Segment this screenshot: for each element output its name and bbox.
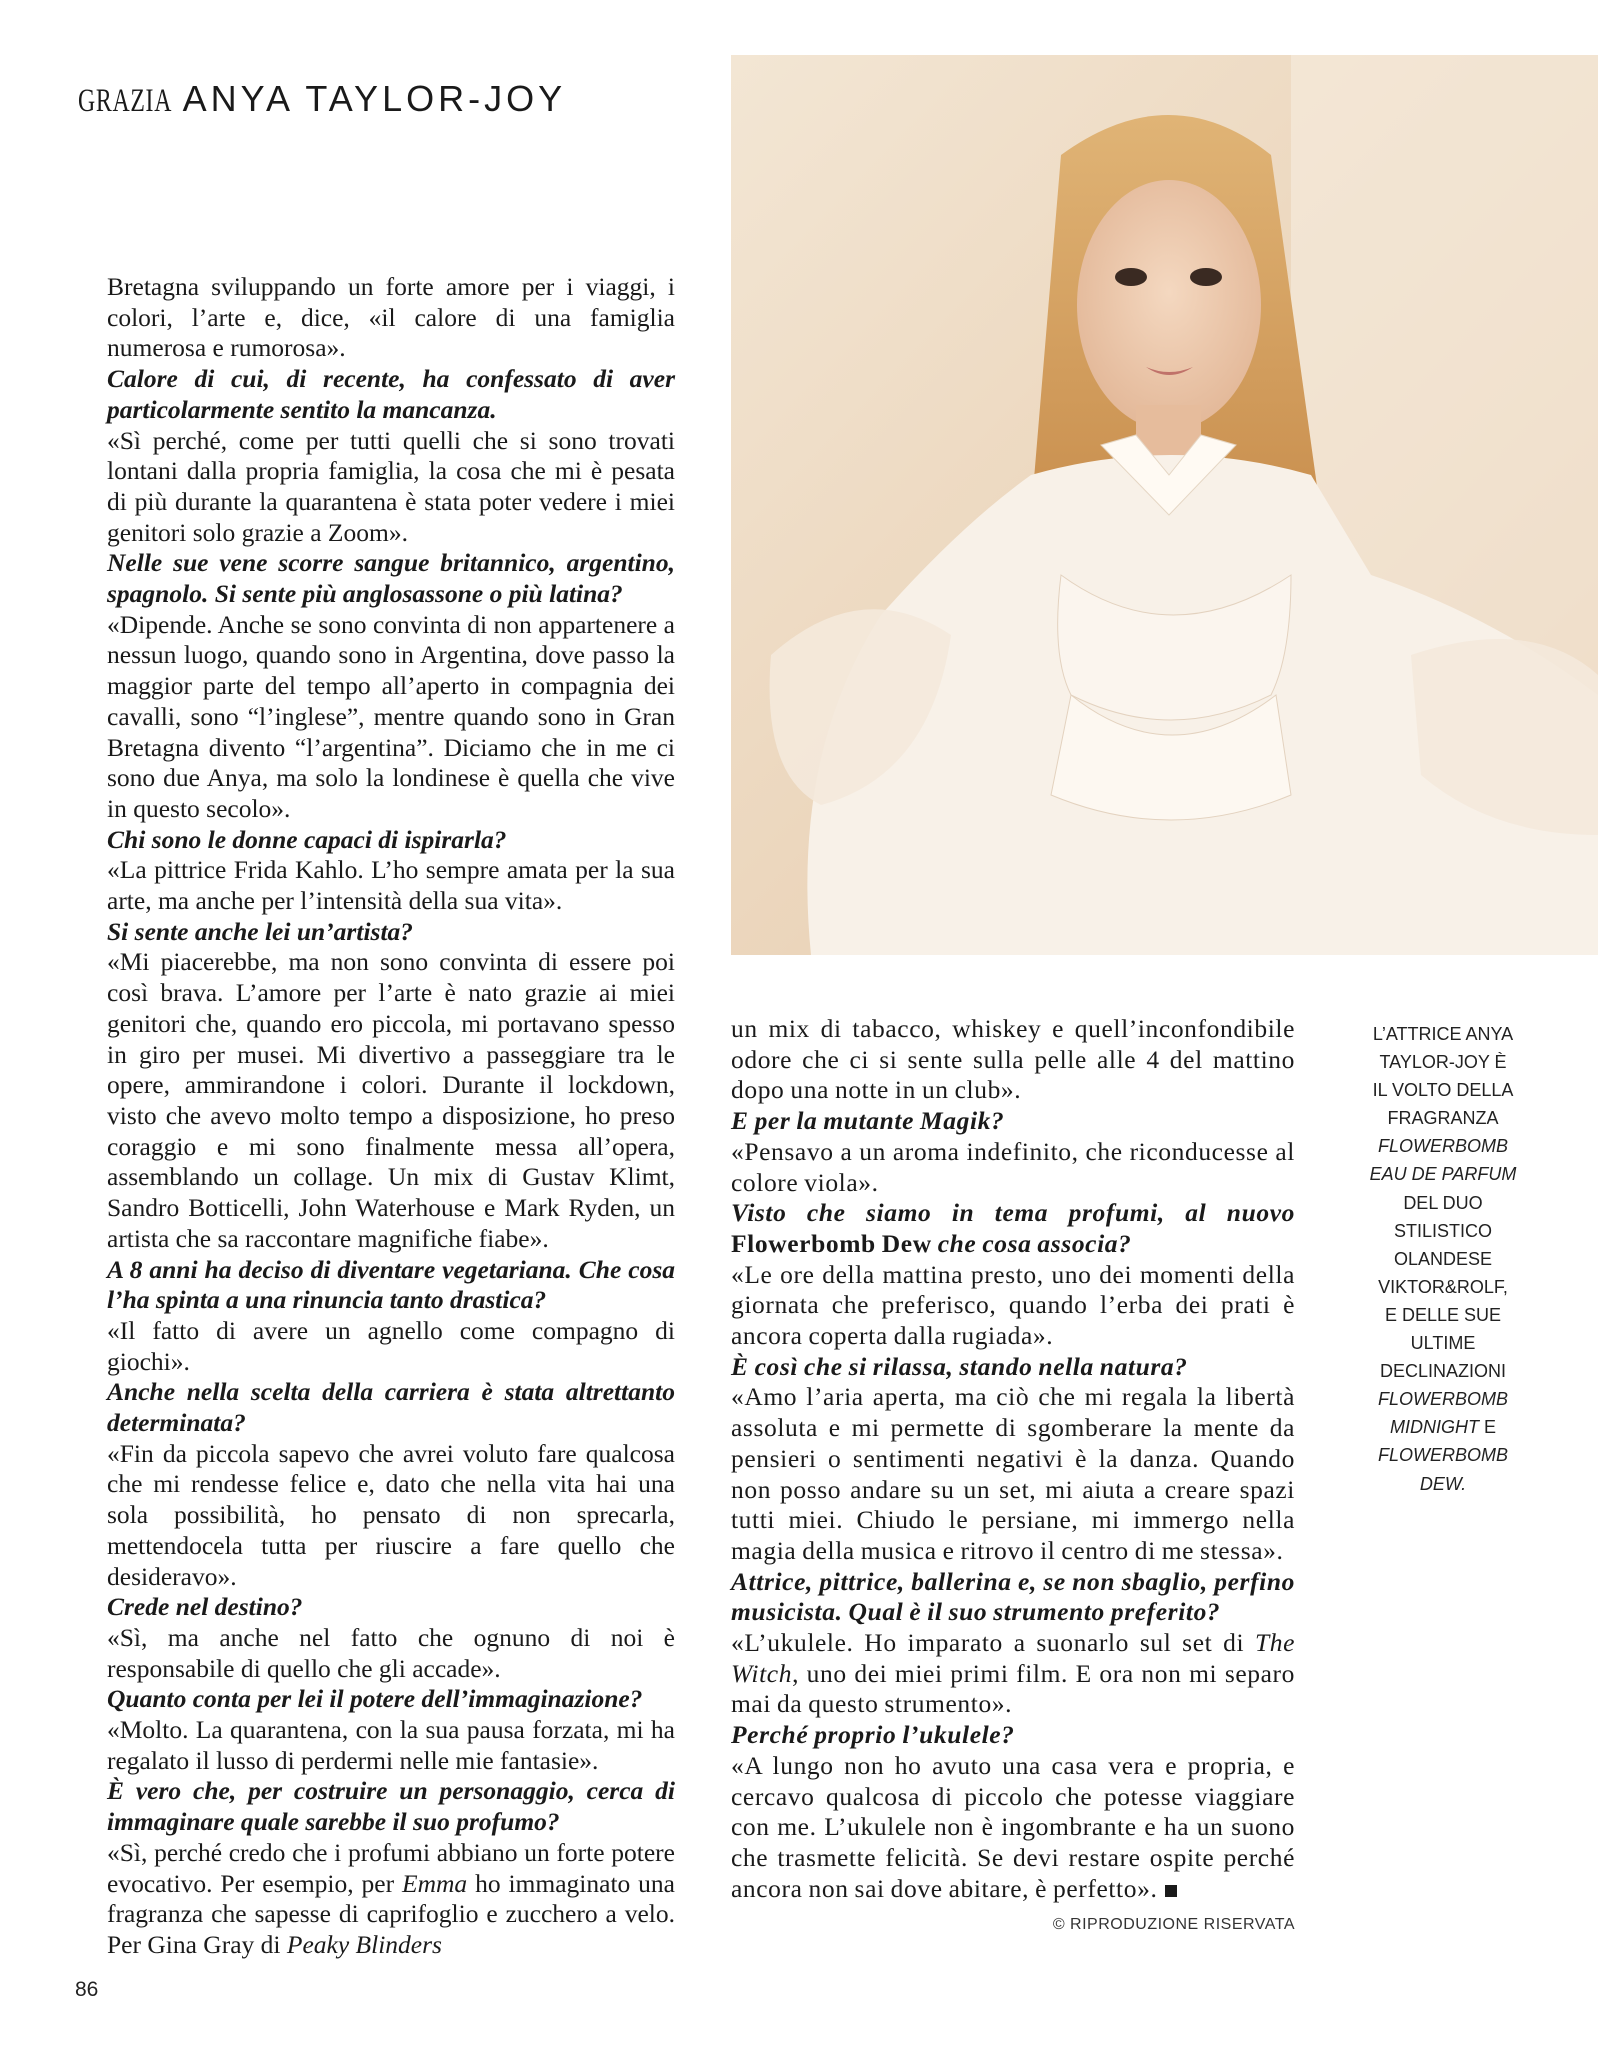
interview-answer (107, 1316, 675, 1377)
italic-title: Peaky Blinders (286, 1929, 442, 1959)
text-run: E (1478, 1417, 1496, 1438)
text-run: un mix di tabacco, whiskey e quell’inconfondibile odore che ci si sente sulla pelle alle 4 del mattino dopo una notte in un club». (731, 1014, 1295, 1105)
caption-line (1355, 1104, 1531, 1132)
text-run: che cosa associa? (931, 1228, 1132, 1258)
text-run: Nelle sue vene scorre sangue britannico, argentino, spagnolo. Si sente più anglosassone o più latina? (107, 548, 675, 609)
interview-question (731, 1106, 1295, 1137)
product-name: Flowerbomb Dew (731, 1228, 932, 1258)
interview-answer (107, 1439, 675, 1593)
caption-line (1355, 1020, 1531, 1048)
interview-question (731, 1720, 1295, 1751)
text-run: «Molto. La quarantena, con la sua pausa forzata, mi ha regalato il lusso di perdermi nelle mie fantasie». (107, 1715, 675, 1775)
text-run: Visto che siamo in tema profumi, al nuovo (731, 1198, 1295, 1228)
italic-title: The Witch (731, 1628, 1295, 1688)
interview-answer (731, 1628, 1295, 1720)
text-run: «Sì, perché credo che i profumi abbiano un forte potere evocativo. Per esempio, per (107, 1837, 675, 1898)
article-column-2 (731, 1014, 1295, 1904)
text-run: DEL DUO (1403, 1192, 1483, 1213)
text-run: STILISTICO (1393, 1220, 1492, 1241)
text-run: E per la mutante Magik? (731, 1106, 1005, 1136)
text-run: OLANDESE (1393, 1248, 1493, 1269)
article-title: ANYA TAYLOR-JOY (182, 78, 567, 119)
text-run: TAYLOR-JOY È (1379, 1052, 1507, 1073)
caption-line (1355, 1048, 1531, 1076)
text-run: «Sì perché, come per tutti quelli che si sono trovati lontani dalla propria famiglia, la cosa che mi è pesata di più durante la quarantena è stata poter vedere i miei genitori solo grazie a Zoom». (107, 425, 675, 547)
text-run: «Dipende. Anche se sono convinta di non appartenere a nessun luogo, quando sono in Argentina, dove passo la maggior parte del tempo all’aperto in compagnia dei cavalli, sono “l’inglese”, mentre quando sono in Gran Bretagna divento “l’argentina”. Diciamo che in me ci sono due Anya, ma solo la londinese è quella che vive in questo secolo». (107, 609, 675, 823)
interview-question (731, 1567, 1295, 1628)
interview-answer (731, 1751, 1295, 1905)
interview-question (107, 1255, 675, 1316)
interview-answer (107, 1838, 675, 1961)
italic-title: FLOWERBOMB (1377, 1136, 1508, 1157)
text-run: «Le ore della mattina presto, uno dei momenti della giornata che preferisco, quando l’erba dei prati è ancora coperta dalla rugiada». (731, 1259, 1295, 1351)
caption-line (1355, 1413, 1531, 1441)
caption-line (1355, 1357, 1531, 1385)
interview-answer (731, 1137, 1295, 1198)
text-run: ULTIME (1410, 1333, 1476, 1354)
text-run: E DELLE SUE (1384, 1304, 1502, 1325)
interview-answer (731, 1260, 1295, 1352)
text-run: IL VOLTO DELLA (1372, 1080, 1514, 1101)
caption-line (1355, 1245, 1531, 1273)
copyright-notice: © RIPRODUZIONE RISERVATA (1052, 1916, 1295, 1933)
article-column-1 (107, 272, 675, 1961)
text-run: È vero che, per costruire un personaggio, cerca di immaginare quale sarebbe il suo profumo? (107, 1776, 675, 1837)
interview-answer (107, 426, 675, 549)
text-run: «Sì, ma anche nel fatto che ognuno di noi è responsabile di quello che gli accade». (107, 1622, 675, 1683)
interview-answer (107, 272, 675, 364)
end-of-article-square-icon (1165, 1885, 1177, 1897)
interview-answer (731, 1014, 1295, 1106)
text-run: Perché proprio l’ukulele? (731, 1720, 1015, 1750)
interview-answer (107, 1715, 675, 1776)
text-run: Crede nel destino? (107, 1592, 303, 1622)
caption-line (1355, 1076, 1531, 1104)
interview-answer (107, 1623, 675, 1684)
text-run: «Il fatto di avere un agnello come compagno di giochi». (107, 1315, 675, 1376)
interview-answer (107, 855, 675, 916)
text-run: «A lungo non ho avuto una casa vera e propria, e cercavo qualcosa di piccolo che potesse viaggiare con me. L’ukulele non è ingombrante e ha un suono che trasmette felicità. Se devi restare ospite perché ancora non sai dove abitare, è perfetto». (731, 1750, 1295, 1903)
photo-caption (1355, 1020, 1531, 1498)
interview-question (107, 1592, 675, 1623)
text-run: Bretagna sviluppando un forte amore per i viaggi, i colori, l’arte e, dice, «il calore di una famiglia numerosa e rumorosa». (107, 272, 675, 363)
caption-line (1355, 1189, 1531, 1217)
text-run: VIKTOR&ROLF, (1378, 1276, 1508, 1297)
italic-title: Emma (402, 1868, 468, 1898)
italic-title: EAU DE PARFUM (1369, 1164, 1517, 1185)
caption-line (1355, 1385, 1531, 1413)
interview-question (107, 825, 675, 856)
interview-question (107, 1377, 675, 1438)
text-run: Attrice, pittrice, ballerina e, se non sbaglio, perfino musicista. Qual è il suo strumento preferito? (731, 1566, 1295, 1627)
italic-title: DEW. (1419, 1473, 1467, 1494)
caption-line (1355, 1160, 1531, 1188)
text-run: È così che si rilassa, stando nella natura? (731, 1351, 1188, 1381)
text-run: «La pittrice Frida Kahlo. L’ho sempre amata per la sua arte, ma anche per l’intensità della sua vita». (107, 855, 675, 916)
text-run: DECLINAZIONI (1379, 1361, 1507, 1382)
text-run: Calore di cui, di recente, ha confessato di aver particolarmente sentito la mancanza. (107, 364, 675, 424)
interview-question (107, 1684, 675, 1715)
interview-question (107, 1776, 675, 1837)
caption-line (1355, 1329, 1531, 1357)
text-run: Chi sono le donne capaci di ispirarla? (107, 824, 507, 854)
italic-title: FLOWERBOMB (1377, 1445, 1508, 1466)
text-run: L’ATTRICE ANYA (1372, 1024, 1514, 1044)
interview-answer (107, 610, 675, 825)
text-run: «Mi piacerebbe, ma non sono convinta di essere poi così brava. L’amore per l’arte è nato grazie ai miei genitori che, quando ero piccola, mi portavano spesso in giro per musei. Mi divertivo a passeggiare tra le opere, ammirandone i colori. Durante il lockdown, visto che avevo molto tempo a disposizione, ho preso coraggio e mi sono finalmente messa all’opera, assemblando un collage. Un mix di Gustav Klimt, Sandro Botticelli, John Waterhouse e Mark Ryden, un artista che sa raccontare magnifiche fiabe». (107, 947, 675, 1253)
caption-line (1355, 1470, 1531, 1498)
magazine-logo: GRAZIA (78, 83, 173, 119)
caption-line (1355, 1441, 1531, 1469)
interview-question (107, 917, 675, 948)
interview-question (731, 1198, 1295, 1259)
page-header (78, 78, 566, 120)
text-run: , uno dei miei primi film. E ora non mi separo mai da questo strumento». (731, 1658, 1295, 1719)
page-number: 86 (75, 1978, 99, 2001)
interview-question (731, 1352, 1295, 1383)
text-run: «Fin da piccola sapevo che avrei voluto fare qualcosa che mi rendesse felice e, dato che nella vita hai una sola possibilità, ho pensato di non sprecarla, mettendocela tutta per riuscire a fare quello che desideravo». (107, 1438, 675, 1591)
interview-question (107, 364, 675, 425)
text-run: Quanto conta per lei il potere dell’immaginazione? (107, 1684, 643, 1714)
text-run: ho immaginato una fragranza che sapesse di caprifoglio e zucchero a velo. Per Gina Gray di (107, 1868, 675, 1959)
text-run: «Amo l’aria aperta, ma ciò che mi regala la libertà assoluta e mi permette di sgomberare la mente da pensieri o sentimenti negativi è la danza. Quando non posso andare su un set, mi aiuta a creare spazi tutti miei. Chiudo le persiane, mi immergo nella magia della musica e ritrovo il centro di me stessa». (731, 1382, 1295, 1565)
caption-line (1355, 1132, 1531, 1160)
caption-line (1355, 1273, 1531, 1301)
italic-title: MIDNIGHT (1389, 1417, 1479, 1438)
italic-title: FLOWERBOMB (1377, 1389, 1508, 1410)
text-run: FRAGRANZA (1387, 1108, 1499, 1129)
caption-line (1355, 1301, 1531, 1329)
interview-answer (107, 947, 675, 1254)
caption-line (1355, 1217, 1531, 1245)
text-run: «L’ukulele. Ho imparato a suonarlo sul set di (731, 1628, 1255, 1658)
text-run: Si sente anche lei un’artista? (107, 916, 414, 946)
interview-question (107, 548, 675, 609)
portrait-photo (731, 55, 1598, 955)
text-run: «Pensavo a un aroma indefinito, che riconducesse al colore viola». (731, 1136, 1295, 1197)
text-run: Anche nella scelta della carriera è stata altrettanto determinata? (107, 1377, 675, 1438)
text-run: A 8 anni ha deciso di diventare vegetariana. Che cosa l’ha spinta a una rinuncia tanto drastica? (107, 1254, 675, 1315)
portrait-illustration (731, 55, 1598, 955)
interview-answer (731, 1382, 1295, 1566)
